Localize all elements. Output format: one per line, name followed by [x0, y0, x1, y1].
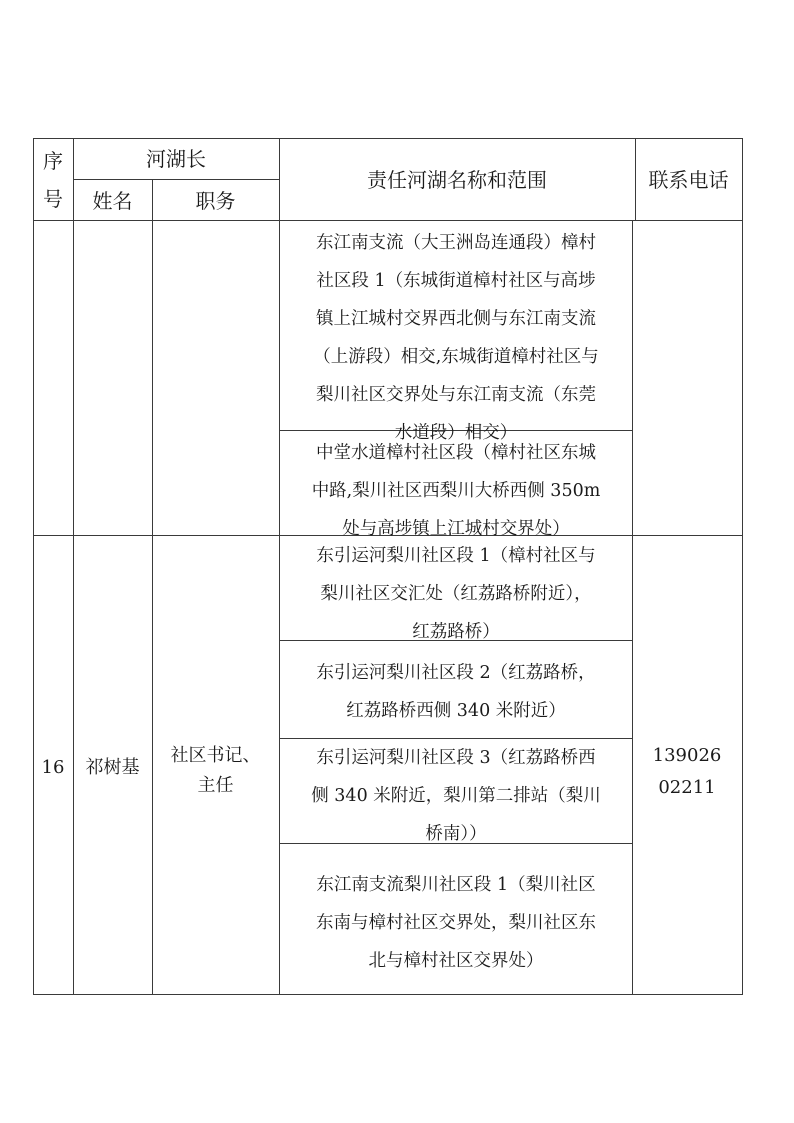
scope-line: 东引运河梨川社区段 3（红荔路桥西 — [316, 748, 596, 768]
scope-line: 东江南支流（大王洲岛连通段）樟村 — [316, 233, 596, 253]
scope-item — [280, 537, 632, 651]
scope-line: 梨川社区交汇处（红荔路桥附近）， — [320, 584, 592, 604]
header-split-line — [73, 179, 279, 180]
col-line-scope-right — [632, 220, 633, 995]
header-position: 职务 — [195, 189, 236, 213]
row-position-line2: 主任 — [197, 775, 234, 796]
scope-line: 中路,梨川社区西梨川大桥西侧 350m — [311, 481, 601, 501]
scope-line: 东南与樟村社区交界处，梨川社区东 — [316, 913, 596, 933]
scope-line: 镇上江城村交界西北侧与东江南支流 — [316, 309, 596, 329]
header-scope: 责任河湖名称和范围 — [367, 168, 547, 192]
table-border-right — [742, 138, 743, 995]
scope-line: 东引运河梨川社区段 2（红荔路桥， — [316, 663, 596, 683]
header-river-chief: 河湖长 — [146, 147, 206, 171]
row-name: 祁树基 — [85, 757, 140, 778]
scope-item — [280, 739, 632, 853]
scope-item — [280, 654, 632, 730]
header-phone: 联系电话 — [648, 168, 729, 192]
header-name: 姓名 — [92, 189, 133, 213]
row-position-line1: 社区书记、 — [170, 745, 261, 766]
scope-line: 北与樟村社区交界处） — [368, 951, 544, 971]
table-border-left — [33, 138, 34, 995]
header-seq-line2: 号 — [43, 187, 63, 211]
col-line-name — [152, 179, 153, 995]
scope-line: 中堂水道樟村社区段（樟村社区东城 — [316, 443, 596, 463]
header-bottom-line — [33, 220, 742, 221]
scope-line: 红荔路桥西侧 340 米附近） — [346, 701, 566, 721]
row-phone-line2: 02211 — [658, 777, 716, 798]
row-phone-line1: 139026 — [652, 745, 722, 766]
table-border-bottom — [33, 994, 742, 995]
row-seq: 16 — [41, 757, 65, 778]
header-seq-line1: 序 — [43, 149, 63, 173]
scope-line: 东引运河梨川社区段 1（樟村社区与 — [316, 546, 596, 566]
scope-line: 桥南）） — [425, 824, 487, 844]
scope-item — [280, 224, 632, 452]
scope-item — [280, 434, 632, 548]
col-line-seq — [73, 138, 74, 995]
scope-line: 侧 340 米附近，梨川第二排站（梨川 — [311, 786, 601, 806]
scope-line: 梨川社区交界处与东江南支流（东莞 — [316, 385, 596, 405]
scope-item — [280, 866, 632, 980]
scope-line: 东江南支流梨川社区段 1（梨川社区 — [316, 875, 596, 895]
scope-line: （上游段）相交,东城街道樟村社区与 — [313, 347, 599, 367]
scope-line: 水道段）相交） — [394, 423, 518, 443]
scope-line: 红荔路桥） — [412, 622, 500, 642]
scope-line: 处与高埗镇上江城村交界处） — [342, 519, 570, 539]
scope-line: 社区段 1（东城街道樟村社区与高埗 — [316, 271, 596, 291]
